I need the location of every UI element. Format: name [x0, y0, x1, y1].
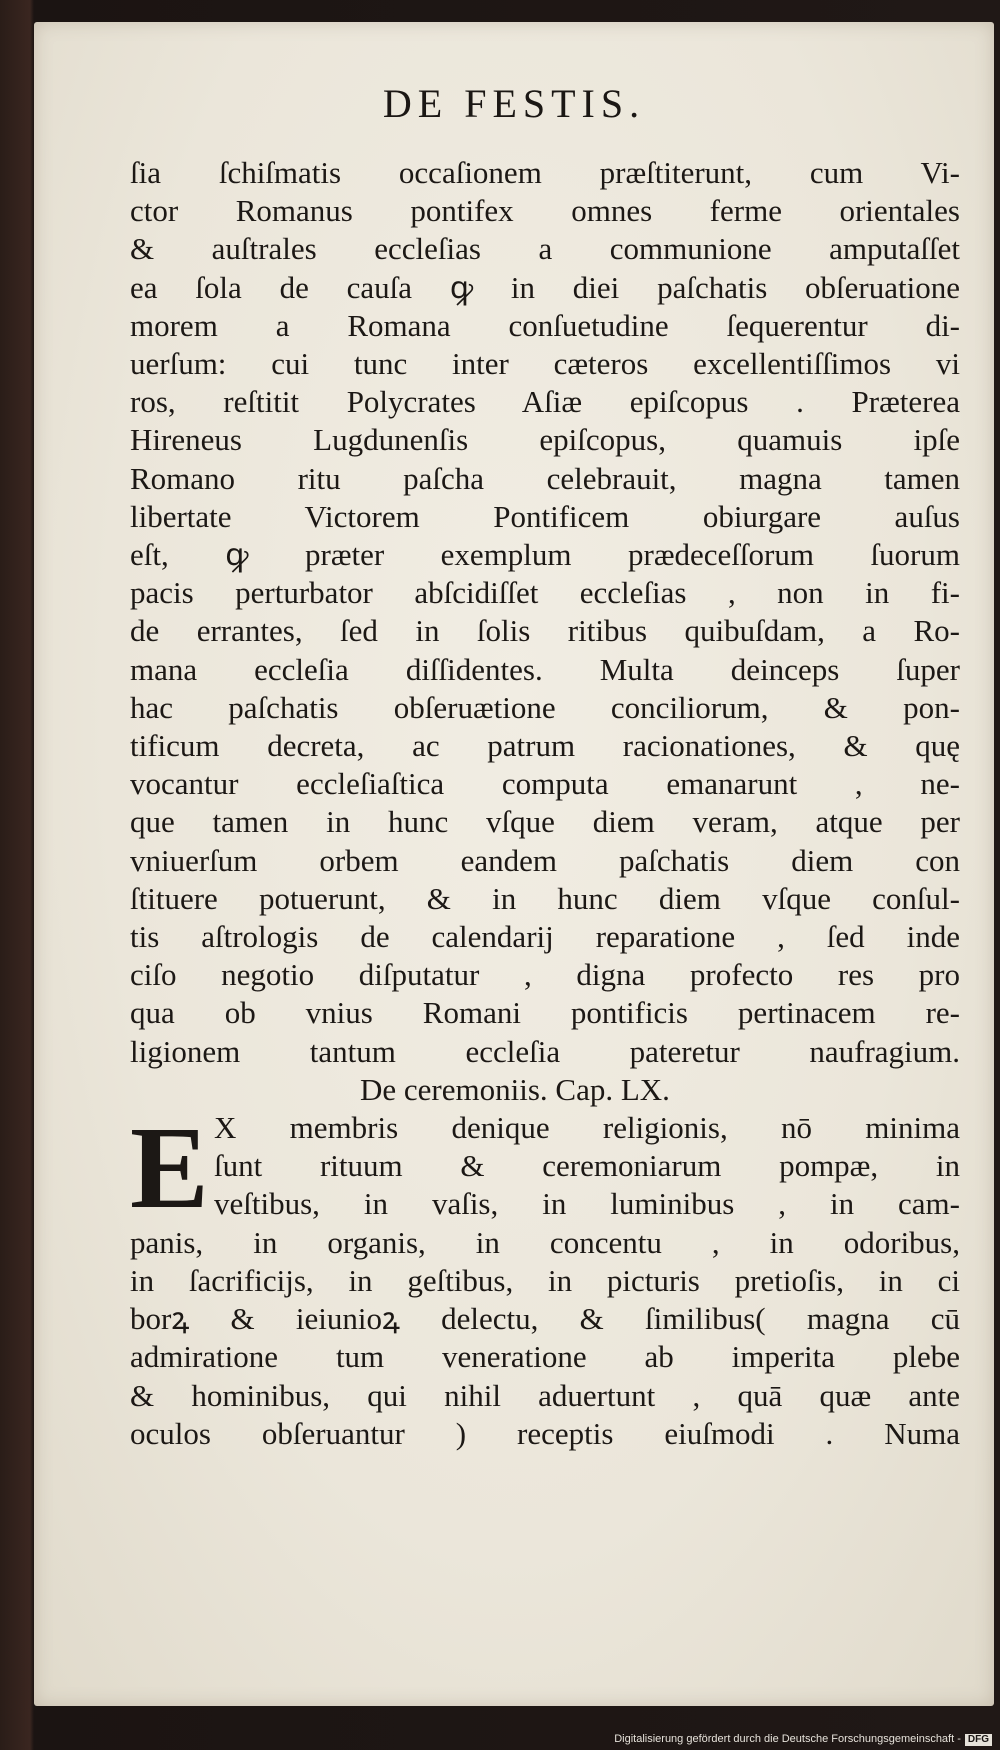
body-text: [130, 154, 960, 1453]
text-line: & auſtrales eccleſias a communione amputaſſet: [130, 231, 960, 267]
text-line: admiratione tum veneratione ab imperita plebe: [130, 1339, 960, 1375]
text-line: qua ob vnius Romani pontificis pertinacem re-: [130, 995, 960, 1031]
text-line: mana eccleſia diſſidentes. Multa deinceps ſuper: [130, 651, 960, 687]
text-line: ea ſola de cauſa ꝙ in diei paſchatis obſeruatione: [130, 269, 960, 305]
text-line: que tamen in hunc vſque diem veram, atque per: [130, 804, 960, 840]
running-header: DE FESTIS.: [382, 81, 646, 126]
text-line: in ſacrificijs, in geſtibus, in picturis pretioſis, in ci: [130, 1262, 960, 1298]
paragraph-chapter: [130, 1224, 960, 1453]
text-line: ligionem tantum eccleſia pateretur naufragium.: [130, 1033, 960, 1069]
text-line: vocantur eccleſiaſtica computa emanarunt , ne-: [130, 766, 960, 802]
text-line: Hireneus Lugdunenſis epiſcopus, quamuis ipſe: [130, 422, 960, 458]
text-line: tificum decreta, ac patrum racionationes, & quę: [130, 728, 960, 764]
text-line: tis aſtrologis de calendarij reparatione , ſed inde: [130, 919, 960, 955]
text-line: ſtituere potuerunt, & in hunc diem vſque conſul-: [130, 880, 960, 916]
dfg-logo: DFG: [965, 1734, 992, 1746]
text-line: oculos obſeruantur ) receptis eiuſmodi . Numa: [130, 1415, 960, 1451]
text-line: ctor Romanus pontifex omnes ferme orientales: [130, 193, 960, 229]
text-line: ſunt rituum & ceremoniarum pompæ, in: [214, 1148, 960, 1184]
text-line: vniuerſum orbem eandem paſchatis diem con: [130, 842, 960, 878]
text-line: uerſum: cui tunc inter cæteros excellentiſſimos vi: [130, 346, 960, 382]
digitization-credit: [614, 1733, 992, 1746]
text-line: veſtibus, in vaſis, in luminibus , in cam-: [214, 1186, 960, 1222]
chapter-heading: De ceremoniis. Cap. LX.: [360, 1071, 670, 1107]
text-line: ſia ſchiſmatis occaſionem præſtiterunt, cum Vi-: [130, 155, 960, 190]
indented-lines: [130, 1109, 960, 1224]
text-line: ros, reſtitit Polycrates Aſiæ epiſcopus . Præterea: [130, 384, 960, 420]
text-line: hac paſchatis obſeruætione conciliorum, & pon-: [130, 689, 960, 725]
paragraph-main: [130, 154, 960, 1071]
text-line: libertate Victorem Pontificem obiurgare auſus: [130, 498, 960, 534]
text-line: de errantes, ſed in ſolis ritibus quibuſdam, a Ro-: [130, 613, 960, 649]
credit-text: Digitalisierung gefördert durch die Deutsche Forschungsgemeinschaft -: [614, 1733, 961, 1745]
chapter-opening: [130, 1102, 960, 1234]
text-line: pacis perturbator abſcidiſſet eccleſias , non in fi-: [130, 575, 960, 611]
text-line: borꝝ & ieiunioꝝ delectu, & ſimilibus( magna cū: [130, 1301, 960, 1337]
text-line: eſt, ꝙ præter exemplum prædeceſſorum ſuorum: [130, 537, 960, 573]
text-line: X membris denique religionis, nō minima: [214, 1110, 960, 1146]
text-line: & hominibus, qui nihil aduertunt , quā quæ ante: [130, 1377, 960, 1413]
text-line: morem a Romana conſuetudine ſequerentur di-: [130, 307, 960, 343]
text-line: panis, in organis, in concentu , in odoribus,: [130, 1224, 960, 1260]
text-line: ciſo negotio diſputatur , digna profecto res pro: [130, 957, 960, 993]
text-line: Romano ritu paſcha celebrauit, magna tamen: [130, 460, 960, 496]
drop-cap-initial: E: [130, 1102, 209, 1234]
book-page: [34, 22, 994, 1706]
